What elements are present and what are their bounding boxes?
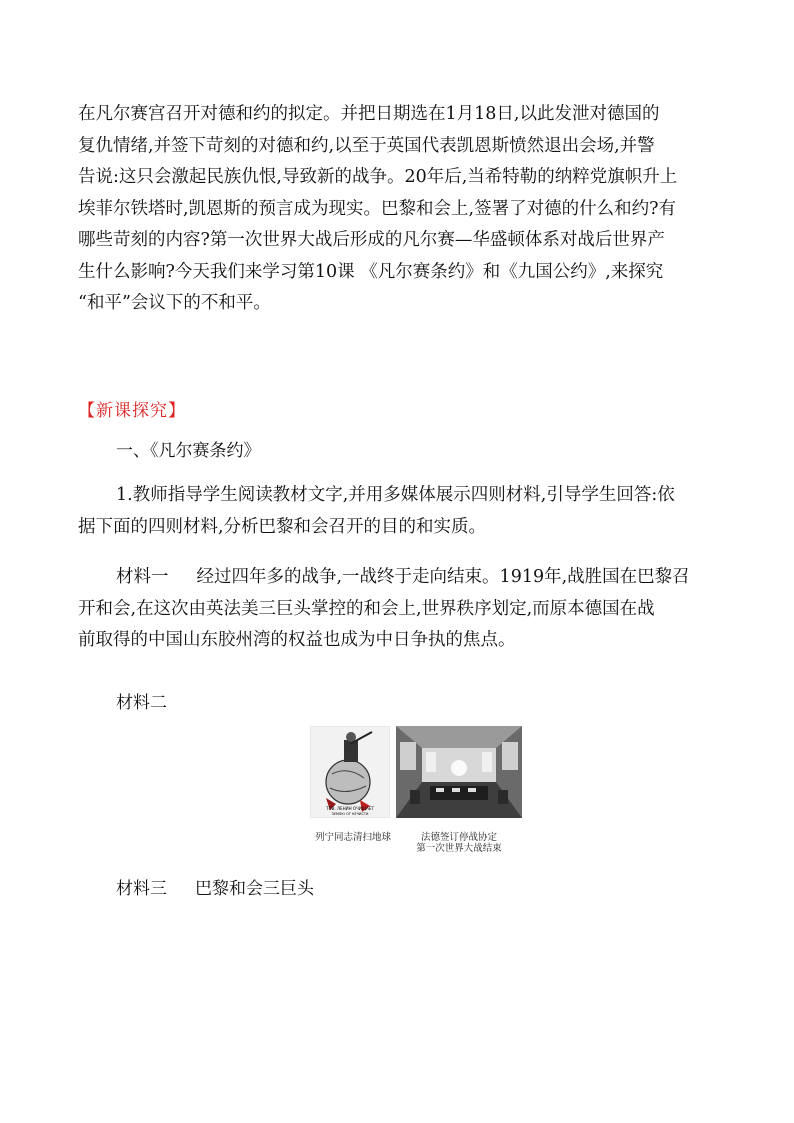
section-title: 一、《凡尔赛条约》 (116, 441, 261, 461)
text-line: 哪些苛刻的内容?第一次世界大战后形成的凡尔赛—华盛顿体系对战后世界产 (78, 230, 665, 250)
poster-caption-text: ЗЕМЛЮ ОТ НЕЧИСТИ (331, 812, 369, 816)
caption-line: 法德签订停战协定 (420, 832, 497, 843)
armistice-carriage-image (396, 726, 522, 818)
task-paragraph (78, 480, 718, 543)
material-text: 巴黎和会三巨头 (195, 879, 314, 899)
text-line: 据下面的四则材料,分析巴黎和会召开的目的和实质。 (78, 516, 487, 537)
intro-paragraph (78, 99, 718, 320)
caption-line: 第一次世界大战结束 (416, 843, 502, 854)
material-label: 材料一 (116, 567, 169, 587)
text-line: 1.教师指导学生阅读教材文字,并用多媒体展示四则材料,引导学生回答:依 (116, 485, 675, 505)
lenin-poster-image (310, 726, 390, 818)
text-line: 告说:这只会激起民族仇恨,导致新的战争。20年后,当希特勒的纳粹党旗帜升上 (78, 167, 678, 187)
material-three-line (116, 874, 314, 899)
text-line: “和平”会议下的不和平。 (78, 293, 271, 313)
text-line: 埃菲尔铁塔时,凯恩斯的预言成为现实。巴黎和会上,签署了对德的什么和约?有 (78, 198, 677, 219)
text-line: 生什么影响?今天我们来学习第10课 《凡尔赛条约》和《九国公约》,来探究 (78, 261, 664, 282)
section-heading: 【新课探究】 (78, 401, 186, 421)
text-line: 开和会,在这次由英法美三巨头掌控的和会上,世界秩序划定,而原本德国在战 (78, 598, 655, 619)
text-line: 前取得的中国山东胶州湾的权益也成为中日争执的焦点。 (78, 630, 516, 650)
figure-caption-armistice (404, 832, 514, 854)
text-line: 在凡尔赛宫召开对德和约的拟定。并把日期选在1月18日,以此发泄对德国的 (78, 104, 660, 124)
text-line: 复仇情绪,并签下苛刻的对德和约,以至于英国代表凯恩斯愤然退出会场,并警 (78, 135, 655, 156)
material-one-paragraph (78, 562, 718, 657)
figure-caption-lenin: 列宁同志清扫地球 (314, 832, 391, 843)
poster-caption-text: ТОВ. ЛЕНИН ОЧИЩАЕТ (326, 806, 374, 811)
material-text: 经过四年多的战争,一战终于走向结束。1919年,战胜国在巴黎召 (196, 567, 690, 587)
text-line (78, 562, 718, 594)
material-two-label: 材料二 (116, 693, 167, 713)
material-label: 材料三 (116, 879, 167, 899)
